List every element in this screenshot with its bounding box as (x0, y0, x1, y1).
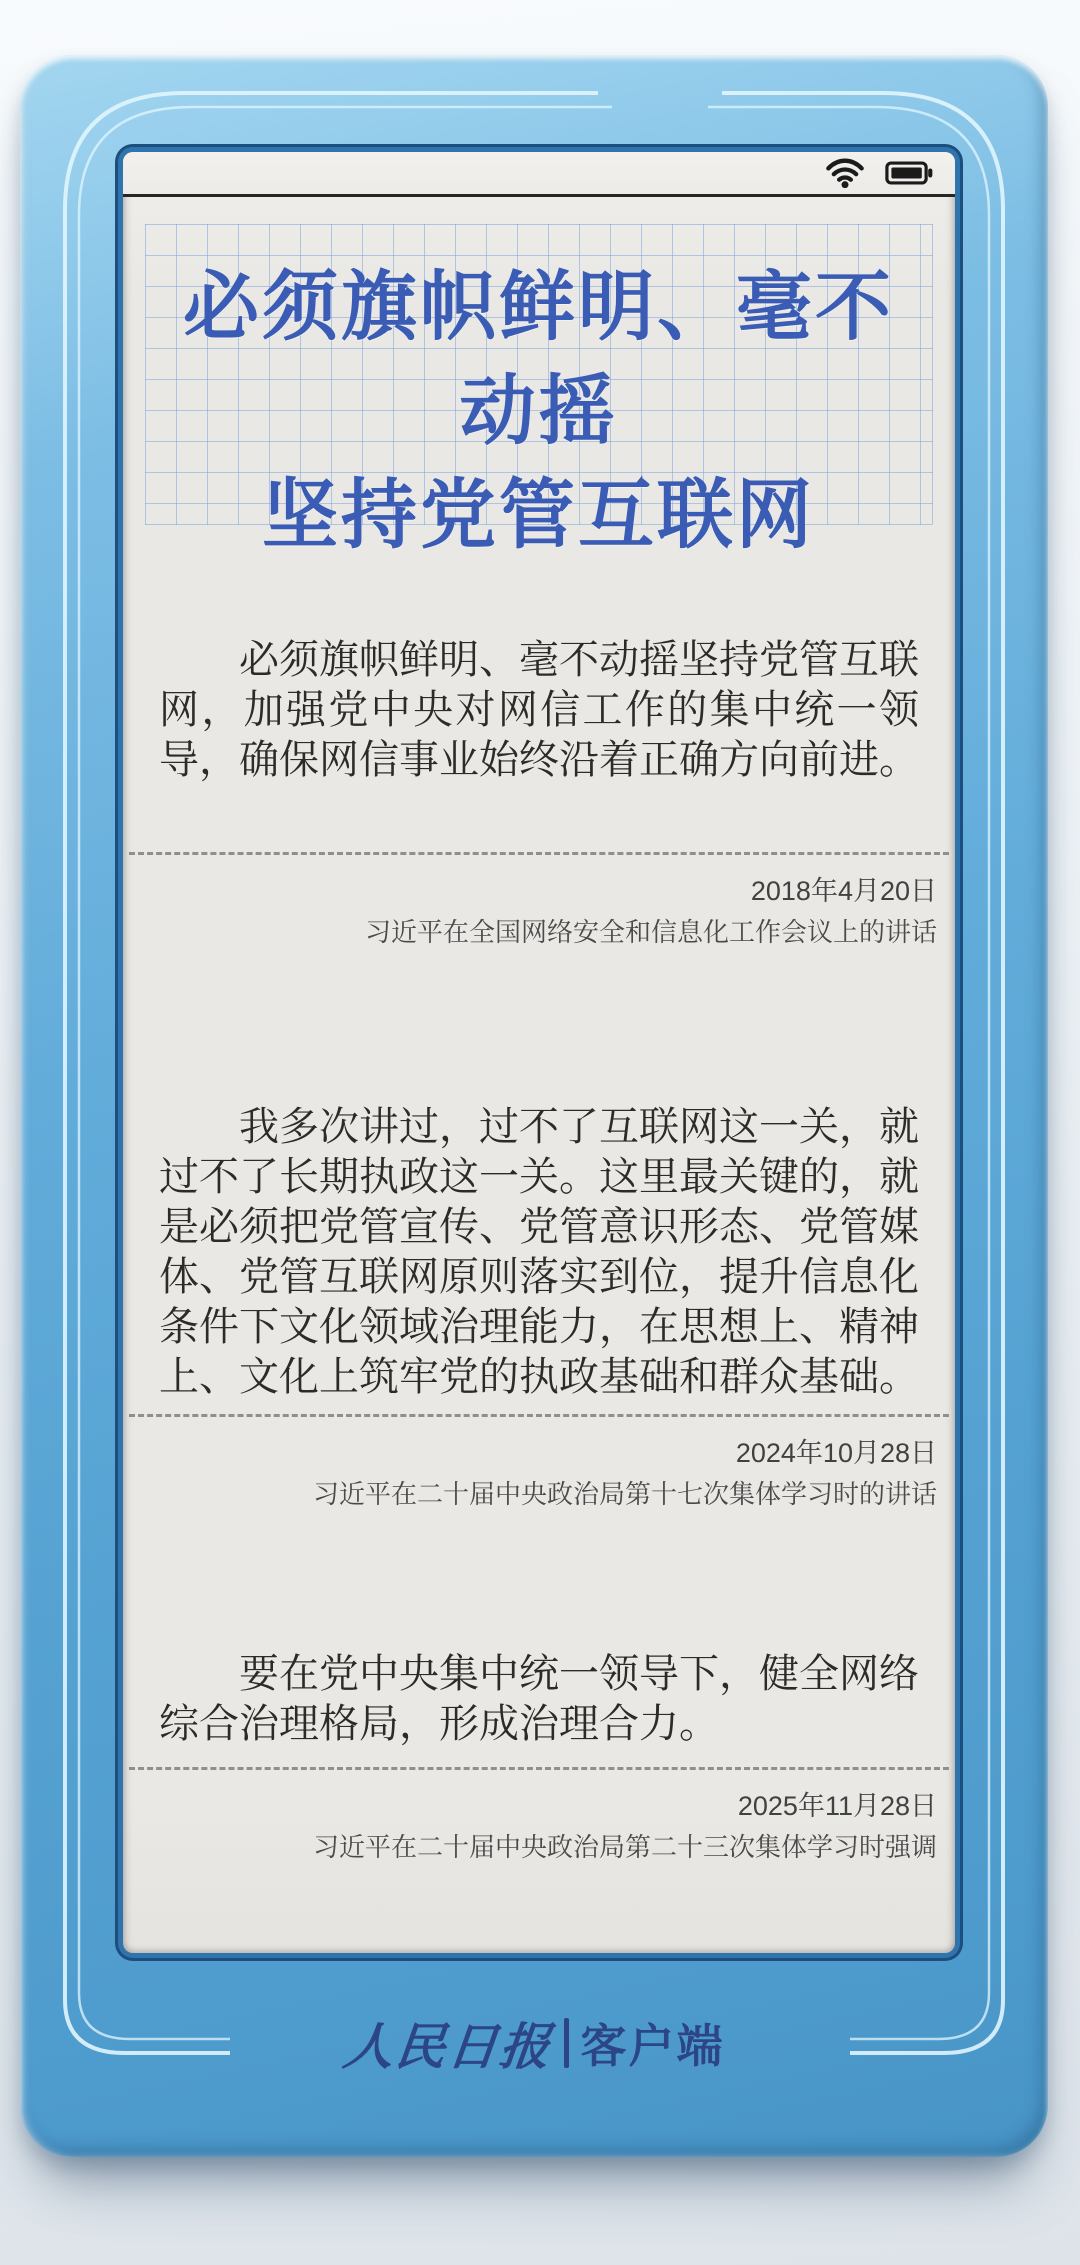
quote-date-3: 2025年11月28日 (737, 1791, 937, 1821)
wifi-icon (825, 158, 865, 188)
device-frame (20, 55, 1048, 2157)
brand-logo (20, 2007, 1048, 2079)
quote-date-1: 2018年4月20日 (750, 876, 937, 906)
quote-date-2: 2024年10月28日 (735, 1438, 937, 1468)
quote-source-3: 习近平在二十届中央政治局第二十三次集体学习时强调 (312, 1832, 937, 1862)
headline-line-2: 坚持党管互联网 (262, 473, 815, 558)
quote-attribution-3 (129, 1767, 949, 1868)
device-screen (123, 152, 955, 1953)
headline-grid-panel (145, 224, 933, 558)
brand-suffix-text: 客户端 (580, 2020, 725, 2072)
brand-script-text: 人民日报 (340, 2017, 555, 2076)
quote-text-3: 要在党中央集中统一领导下，健全网络综合治理格局，形成治理合力。 (159, 1651, 919, 1747)
headline-line-1: 必须旗帜鲜明、毫不动摇 (183, 265, 894, 454)
quote-attribution-2 (129, 1414, 949, 1515)
battery-icon (885, 160, 933, 186)
status-bar (123, 152, 955, 197)
quote-source-2: 习近平在二十届中央政治局第十七次集体学习时的讲话 (312, 1479, 937, 1509)
quote-text-1: 必须旗帜鲜明、毫不动摇坚持党管互联网，加强党中央对网信工作的集中统一领导，确保网信事业始终沿着正确方向前进。 (159, 637, 919, 783)
quote-text-2: 我多次讲过，过不了互联网这一关，就过不了长期执政这一关。这里最关键的，就是必须把党管宣传、党管意识形态、党管媒体、党管互联网原则落实到位，提升信息化条件下文化领域治理能力，在思想上、精神上、文化上筑牢党的执政基础和群众基础。 (159, 1104, 919, 1400)
quote-attribution-1 (129, 852, 949, 953)
brand-divider-bar (564, 2018, 569, 2068)
quote-source-1: 习近平在全国网络安全和信息化工作会议上的讲话 (364, 917, 937, 947)
